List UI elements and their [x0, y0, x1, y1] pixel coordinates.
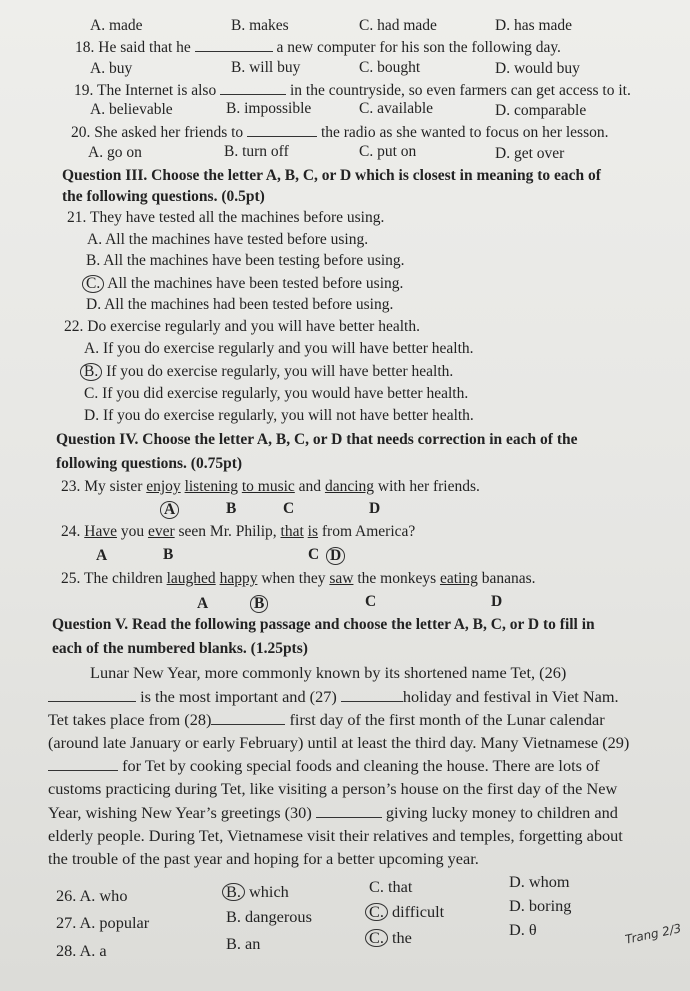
q23-sentence: 23. My sister enjoy listening to music and dancing with her friends. [61, 478, 480, 495]
q18-option-c: C. bought [359, 59, 421, 76]
q26-option-c: C. that [369, 877, 413, 896]
passage-line-7: Year, wishing New Year’s greetings (30) giving lucky money to children and [48, 803, 618, 822]
q20-option-a: A. go on [88, 144, 142, 161]
q23-label-d: D [369, 500, 381, 517]
q17-option-b: B. makes [231, 17, 289, 34]
answer-blank [220, 82, 286, 95]
q22-stem: 22. Do exercise regularly and you will have better health. [64, 318, 420, 335]
q23-label-a: A [164, 501, 179, 519]
q24-label-d: D [330, 547, 345, 565]
q24-sentence: 24. Have you ever seen Mr. Philip, that is from America? [61, 523, 416, 540]
q19-option-b: B. impossible [226, 100, 312, 117]
q27-option-b: B. dangerous [226, 907, 312, 926]
section-3-heading: Question III. Choose the letter A, B, C, or D which is closest in meaning to each of [62, 167, 601, 184]
q21-option-d: D. All the machines had been tested before using. [86, 296, 394, 313]
q24-label-a: A [96, 547, 108, 564]
answer-blank [48, 689, 136, 702]
passage-line-2: is the most important and (27) holiday and festival in Viet Nam. [48, 689, 619, 705]
q25-sentence: 25. The children laughed happy when they saw the monkeys eating bananas. [61, 570, 536, 587]
q19-option-a: A. believable [90, 101, 173, 118]
q21-stem: 21. They have tested all the machines before using. [67, 209, 385, 226]
answer-blank [211, 712, 285, 725]
q27-option-c: C. difficult [369, 903, 444, 921]
q25-label-a: A [197, 595, 209, 612]
q17-option-c: C. had made [359, 17, 437, 34]
q17-option-d: D. has made [495, 17, 573, 34]
answer-blank [195, 39, 273, 52]
q22-option-a: A. If you do exercise regularly and you will have better health. [84, 340, 474, 357]
q20-stem: 20. She asked her friends to the radio as she wanted to focus on her lesson. [71, 124, 609, 141]
passage-line-1: Lunar New Year, more commonly known by its shortened name Tet, (26) [90, 663, 567, 682]
q28-option-b: B. an [226, 934, 261, 953]
q25-label-d: D [491, 593, 503, 610]
q18-option-b: B. will buy [231, 59, 301, 76]
circled-answer: B. [80, 363, 102, 381]
section-5-heading: Question V. Read the following passage and choose the letter A, B, C, or D to fill in [52, 616, 595, 633]
passage-line-3: Tet takes place from (28) first day of the first month of the Lunar calendar [48, 710, 605, 729]
q22-option-d: D. If you do exercise regularly, you will not have better health. [84, 407, 474, 424]
passage-line-5: for Tet by cooking special foods and cleaning the house. There are lots of [48, 758, 600, 774]
q18-option-d: D. would buy [495, 60, 580, 77]
q23-label-b: B [226, 500, 237, 517]
q26-option-a: 26. A. who [56, 886, 128, 905]
section-4-heading-cont: following questions. (0.75pt) [56, 455, 243, 472]
answer-blank [48, 758, 118, 771]
q28-option-a: 28. A. a [56, 941, 107, 960]
q19-option-c: C. available [359, 100, 434, 117]
q24-label-b: B [163, 546, 174, 563]
answer-blank [341, 689, 403, 702]
circled-answer: C. [365, 903, 388, 921]
q20-option-b: B. turn off [224, 143, 289, 160]
circled-answer: B. [222, 883, 245, 901]
q18-option-a: A. buy [90, 60, 133, 77]
q22-option-b: B. If you do exercise regularly, you will have better health. [84, 363, 453, 381]
q27-option-a: 27. A. popular [56, 913, 150, 932]
q28-option-c: C. the [369, 929, 412, 947]
answer-blank [316, 805, 382, 818]
passage-line-4: (around late January or early February) until at least the third day. Many Vietnamese (29) [48, 733, 630, 752]
section-5-heading-cont: each of the numbered blanks. (1.25pts) [52, 640, 308, 657]
section-4-heading: Question IV. Choose the letter A, B, C, or D that needs correction in each of the [56, 431, 578, 448]
q17-option-a: A. made [90, 17, 143, 34]
q22-option-c: C. If you did exercise regularly, you would have better health. [84, 385, 469, 402]
circled-answer: C. [365, 929, 388, 947]
q26-option-b: B. which [226, 883, 289, 901]
q21-option-c: C. All the machines have been tested before using. [86, 275, 403, 293]
q19-stem: 19. The Internet is also in the countryside, so even farmers can get access to it. [74, 82, 631, 99]
q23-label-c: C [283, 500, 295, 517]
circled-answer: C. [82, 275, 104, 293]
q26-option-d: D. whom [509, 872, 570, 891]
q27-option-d: D. boring [509, 896, 572, 915]
q28-option-d: D. θ [509, 920, 537, 939]
section-3-heading-cont: the following questions. (0.5pt) [62, 188, 265, 205]
passage-line-9: the trouble of the past year and hoping for a better upcoming year. [48, 849, 479, 868]
q19-option-d: D. comparable [495, 102, 587, 119]
q25-label-b: B [254, 595, 268, 613]
passage-line-8: elderly people. During Tet, Vietnamese visit their relatives and temples, forgetting about [48, 826, 623, 845]
q20-option-c: C. put on [359, 143, 417, 160]
q20-option-d: D. get over [495, 145, 565, 162]
q24-label-c: C [308, 546, 320, 563]
q25-label-c: C [365, 593, 377, 610]
passage-line-6: customs practicing during Tet, like visiting a person’s house on the first day of the New [48, 779, 618, 798]
q21-option-b: B. All the machines have been testing before using. [86, 252, 405, 269]
q21-option-a: A. All the machines have tested before using. [87, 231, 369, 248]
q18-stem: 18. He said that he a new computer for his son the following day. [75, 39, 561, 56]
page-number: Trang 2/3 [623, 921, 683, 947]
answer-blank [247, 124, 317, 137]
